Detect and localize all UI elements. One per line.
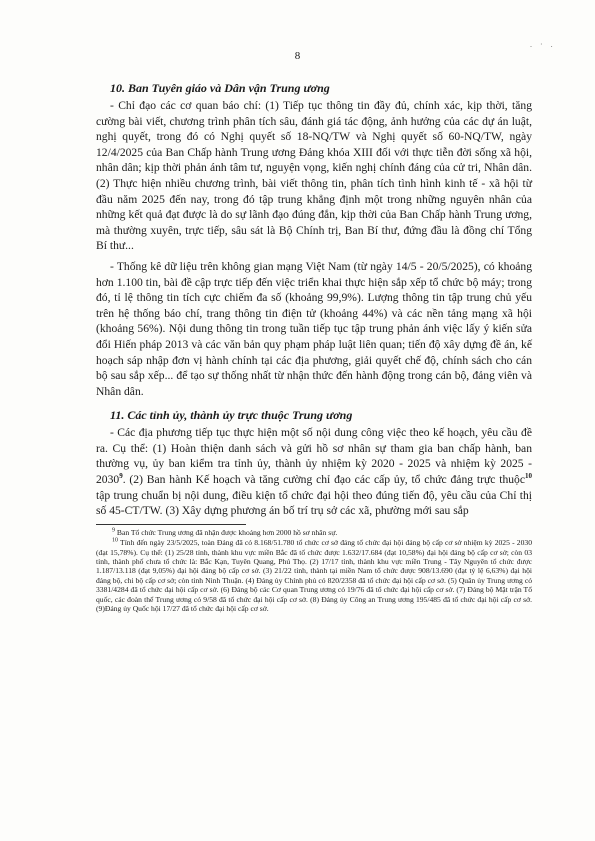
footnote-10-text: Tính đến ngày 23/5/2025, toàn Đảng đã có 8.168/51.780 tổ chức cơ sở đảng tổ chức đại hội đảng bộ cấp cơ sở nhiệm kỳ 2025 - 2030 (đạt 15,78%). Cụ thể: (1) 25/28 tỉnh, thành khu vực miền Bắc đã tổ chức được 1.632/17.684 (đạt 10,58%) đại hội đảng bộ cấp cơ sở; còn 03 tỉnh, thành phố chưa tổ chức là: Bắc Kạn, Tuyên Quang, Phú Thọ. (2) 17/17 tỉnh, thành khu vực miền Trung - Tây Nguyên tổ chức được 1.187/13.118 (đạt 9,05%) đại hội đảng bộ cấp cơ sở. (3) 21/22 tỉnh, thành tại miền Nam tổ chức được 908/13.690 (đạt tỷ lệ 6,63%) đại hội đảng bộ, chi bộ cấp cơ sở; còn tỉnh Ninh Thuận. (4) Đảng ủy Chính phủ có 820/2358 đã tổ chức đại hội cấp cơ sở. (5) Quân ủy Trung ương có 3381/4284 đã tổ chức đại hội cấp cơ sở. (6) Đảng bộ các Cơ quan Trung ương có 19/76 đã tổ chức đại hội cấp cơ sở. (7) Đảng bộ Mặt trận Tổ quốc, các đoàn thể Trung ương có 9/58 đã tổ chức đại hội cấp cơ sở. (8) Đảng ủy Công an Trung ương 195/485 đã tổ chức đại hội cấp cơ sở. (9)Đảng ủy Quốc hội 17/27 đã tổ chức đại hội cấp cơ sở. — [96, 538, 532, 614]
footnote-10 — [96, 538, 532, 613]
footnote-10-mark: 10 — [112, 537, 118, 544]
section-10-heading: 10. Ban Tuyên giáo và Dân vận Trung ương — [110, 81, 330, 95]
section-11-text-a: - Các địa phương tiếp tục thực hiện một số nội dung công việc theo kế hoạch, yêu cầu đề ra. Cụ thể: (1) Hoàn thiện danh sách và gửi hồ sơ nhân sự tham gia ban chấp hành, ban thường vụ, ủy ban kiểm tra tỉnh ủy, thành ủy nhiệm kỳ 2020 - 2025 và nhiệm kỳ 2025 - 2030 — [96, 426, 532, 487]
section-11-heading: 11. Các tỉnh ủy, thành ủy trực thuộc Trung ương — [110, 408, 353, 423]
page-number: 8 — [294, 50, 301, 62]
footnote-divider — [96, 524, 246, 525]
footnote-ref-10[interactable]: 10 — [525, 472, 532, 481]
footnote-9-text: Ban Tổ chức Trung ương đã nhận được khoảng hơn 2000 hồ sơ nhân sự. — [115, 527, 338, 537]
section-11-text-b: . (2) Ban hành Kế hoạch và tăng cường chỉ đạo các cấp ủy, tổ chức đảng trực thuộc — [122, 473, 525, 487]
footnote-9 — [96, 528, 532, 537]
scan-specks: . · . — [530, 40, 556, 49]
footnote-ref-9[interactable]: 9 — [119, 472, 123, 481]
section-10-paragraph-2: - Thống kê dữ liệu trên không gian mạng Việt Nam (từ ngày 14/5 - 20/5/2025), có khoảng hơn 1.100 tin, bài đề cập trực tiếp đến việc triển khai thực hiện sắp xếp tổ chức bộ máy; trong đó, tỉ lệ thông tin tích cực chiếm đa số (khoảng 99,9%). Lượng thông tin tập trung chủ yếu trên hệ thống báo chí, trang thông tin điện tử (khoảng 44%) và các nền tảng mạng xã hội (khoảng 56%). Nội dung thông tin trong tuần tiếp tục tập trung phản ánh việc lấy ý kiến sửa đổi Hiến pháp 2013 và các văn bản quy phạm pháp luật liên quan; tiến độ xây dựng đề án, kế hoạch sáp nhập đơn vị hành chính tại các địa phương, giải quyết chế độ, chính sách cho cán bộ sau sắp xếp... để tạo sự thống nhất từ nhận thức đến hành động trong cán bộ, đảng viên và Nhân dân. — [96, 259, 532, 398]
section-10-paragraph-1: - Chỉ đạo các cơ quan báo chí: (1) Tiếp tục thông tin đầy đủ, chính xác, kịp thời, tăng cường bài viết, chương trình phân tích sâu, đánh giá tác động, ảnh hưởng của các dự án luật, nghị quyết, trong đó có Nghị quyết số 18-NQ/TW và Nghị quyết số 60-NQ/TW, ngày 12/4/2025 của Ban Chấp hành Trung ương Đảng khóa XIII đối với thực tiễn đời sống xã hội, nhân dân; kịp thời phản ánh tâm tư, nguyện vọng, kiến nghị chính đáng của cử tri, Nhân dân. (2) Thực hiện nhiều chương trình, bài viết thông tin, phân tích tình hình kinh tế - xã hội từ đầu năm 2025 đến nay, trong đó tập trung khẳng định một trong những nguyên nhân của những kết quả đạt được là do sự lãnh đạo đúng đắn, kịp thời của Ban Chấp hành Trung ương, mà thường xuyên, trực tiếp, sâu sát là Bộ Chính trị, Ban Bí thư, đứng đầu là đồng chí Tổng Bí thư... — [96, 99, 532, 253]
section-11-paragraph-1 — [96, 425, 532, 519]
section-11-text-c: tập trung chuẩn bị nội dung, điều kiện tổ chức đại hội theo đúng tiến độ, yêu cầu của Chỉ thị số 45-CT/TW. (3) Xây dựng phương án bố trí trụ sở các xã, phường mới sau sắp — [96, 488, 532, 518]
page-content — [96, 72, 532, 615]
footnote-9-mark: 9 — [112, 527, 115, 534]
